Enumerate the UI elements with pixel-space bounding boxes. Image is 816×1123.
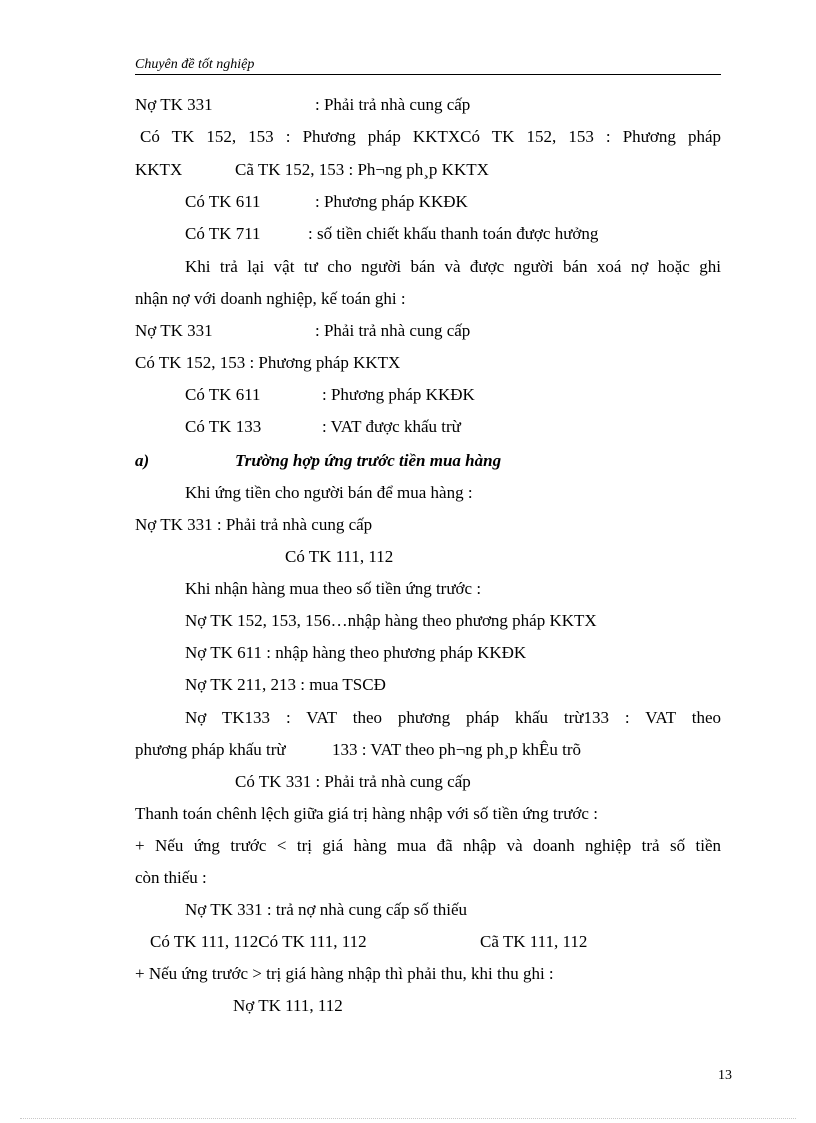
text-line: Nợ TK133 : VAT theo phương pháp khấu trừ133 : VAT theo: [185, 708, 721, 727]
text-line: : Phương pháp KKĐK: [322, 385, 475, 404]
text-line: Có TK 133: [185, 417, 262, 436]
text-line: còn thiếu :: [135, 868, 207, 887]
text-line: Khi nhận hàng mua theo số tiền ứng trước :: [185, 579, 482, 598]
text-line: Khi trả lại vật tư cho người bán và được người bán xoá nợ hoặc ghi: [185, 257, 721, 276]
text-line: : Phải trả nhà cung cấp: [315, 321, 471, 340]
text-line: : Phải trả nhà cung cấp: [315, 95, 471, 114]
text-line: Nợ TK 331 : Phải trả nhà cung cấp: [135, 515, 373, 534]
text-line: Nợ TK 331: [135, 321, 213, 340]
text-line: : số tiền chiết khấu thanh toán được hưởng: [308, 224, 599, 243]
text-line: Có TK 111, 112: [285, 547, 394, 566]
text-line: Nợ TK 211, 213 : mua TSCĐ: [185, 675, 386, 694]
text-line: Có TK 331 : Phải trả nhà cung cấp: [235, 772, 471, 791]
text-line: KKTX: [135, 160, 183, 179]
text-line: Có TK 152, 153 : Phương pháp KKTXCó TK 152, 153 : Phương pháp: [140, 127, 721, 146]
text-line: Thanh toán chênh lệch giữa giá trị hàng nhập với số tiền ứng trước :: [135, 804, 598, 823]
text-line: Cã TK 152, 153 : Ph¬ng ph¸p KKTX: [235, 160, 489, 179]
text-line: : VAT được khấu trừ: [322, 417, 461, 436]
page-number: 13: [718, 1068, 732, 1083]
text-line: Có TK 711: [185, 224, 261, 243]
text-line: Khi ứng tiền cho người bán để mua hàng :: [185, 483, 473, 502]
text-line: Nợ TK 611 : nhập hàng theo phương pháp KKĐK: [185, 643, 527, 662]
text-line: phương pháp khấu trừ: [135, 740, 286, 759]
text-line: Nợ TK 111, 112: [233, 996, 343, 1015]
section-label: a): [135, 451, 150, 470]
text-line: + Nếu ứng trước < trị giá hàng mua đã nhập và doanh nghiệp trả số tiền: [135, 836, 721, 855]
page-header: [135, 54, 721, 75]
text-line: Có TK 611: [185, 385, 261, 404]
text-line: + Nếu ứng trước > trị giá hàng nhập thì phải thu, khi thu ghi :: [135, 964, 554, 983]
text-line: Có TK 152, 153 : Phương pháp KKTX: [135, 353, 401, 372]
text-line: Nợ TK 331: [135, 95, 213, 114]
header-title: Chuyên đề tốt nghiệp: [135, 57, 255, 72]
text-line: Có TK 611: [185, 192, 261, 211]
section-heading: Trường hợp ứng trước tiền mua hàng: [235, 451, 502, 470]
text-line: Nợ TK 331 : trả nợ nhà cung cấp số thiếu: [185, 900, 468, 919]
page-bottom-border: [20, 1118, 796, 1119]
text-line: Nợ TK 152, 153, 156…nhập hàng theo phương pháp KKTX: [185, 611, 597, 630]
text-line: nhận nợ với doanh nghiệp, kế toán ghi :: [135, 289, 406, 308]
text-line: Có TK 111, 112Có TK 111, 112: [150, 932, 367, 951]
text-line: 133 : VAT theo ph¬ng ph¸p khÊu trõ: [332, 740, 582, 759]
text-line: Cã TK 111, 112: [480, 932, 588, 951]
text-line: : Phương pháp KKĐK: [315, 192, 468, 211]
